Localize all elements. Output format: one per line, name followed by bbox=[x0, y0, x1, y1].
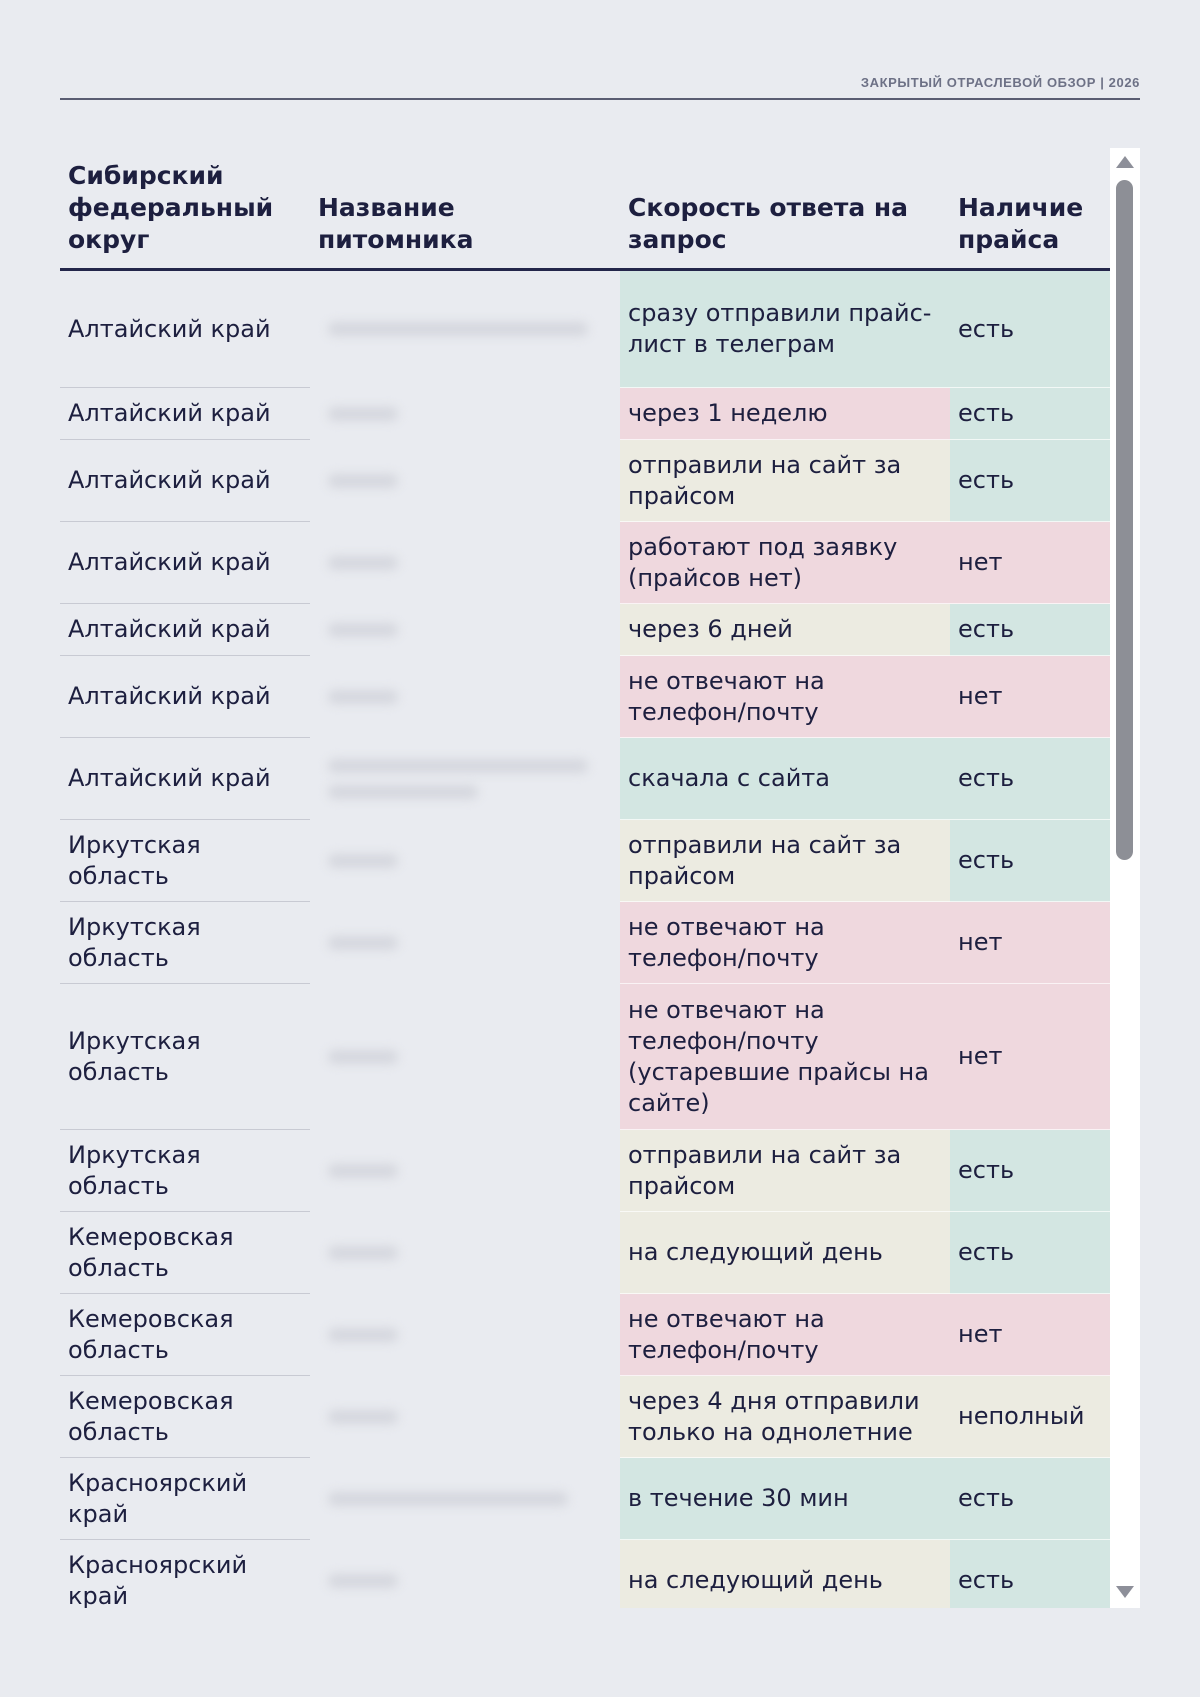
region-cell: Алтайский край bbox=[60, 604, 310, 656]
redacted-name bbox=[328, 785, 478, 799]
price-availability-cell: есть bbox=[950, 1458, 1110, 1540]
region-cell: Иркутская область bbox=[60, 902, 310, 984]
region-cell: Алтайский край bbox=[60, 270, 310, 388]
response-speed-cell: отправили на сайт за прайсом bbox=[620, 440, 950, 522]
redacted-name bbox=[328, 407, 398, 421]
response-speed-cell: работают под заявку (прайсов нет) bbox=[620, 522, 950, 604]
response-speed-cell: не отвечают на телефон/почту bbox=[620, 656, 950, 738]
table-body bbox=[60, 270, 1110, 1609]
response-speed-cell: через 6 дней bbox=[620, 604, 950, 656]
region-cell: Кемеровская область bbox=[60, 1212, 310, 1294]
nursery-name-cell bbox=[310, 1540, 620, 1609]
region-cell: Алтайский край bbox=[60, 522, 310, 604]
region-cell: Кемеровская область bbox=[60, 1376, 310, 1458]
redacted-name bbox=[328, 1246, 398, 1260]
nursery-name-cell bbox=[310, 902, 620, 984]
table-row bbox=[60, 1458, 1110, 1540]
nursery-name-cell bbox=[310, 270, 620, 388]
redacted-name bbox=[328, 474, 398, 488]
table-row bbox=[60, 1212, 1110, 1294]
table-row bbox=[60, 604, 1110, 656]
redacted-name bbox=[328, 936, 398, 950]
response-speed-cell: в течение 30 мин bbox=[620, 1458, 950, 1540]
price-availability-cell: есть bbox=[950, 604, 1110, 656]
nursery-name-cell bbox=[310, 1212, 620, 1294]
response-speed-cell: через 4 дня отправили только на однолетние bbox=[620, 1376, 950, 1458]
price-availability-cell: есть bbox=[950, 738, 1110, 820]
redacted-name bbox=[328, 759, 588, 773]
column-header-name: Название питомника bbox=[310, 148, 620, 270]
nursery-name-cell bbox=[310, 1130, 620, 1212]
table-row bbox=[60, 902, 1110, 984]
redacted-name bbox=[328, 623, 398, 637]
price-availability-cell: нет bbox=[950, 1294, 1110, 1376]
table-row bbox=[60, 738, 1110, 820]
response-speed-cell: скачала с сайта bbox=[620, 738, 950, 820]
price-availability-cell: есть bbox=[950, 1540, 1110, 1609]
price-availability-cell: есть bbox=[950, 1212, 1110, 1294]
nursery-table bbox=[60, 148, 1110, 1608]
scrollbar-thumb[interactable] bbox=[1116, 180, 1133, 860]
table-header-row bbox=[60, 148, 1110, 270]
price-availability-cell: нет bbox=[950, 656, 1110, 738]
nursery-name-cell bbox=[310, 656, 620, 738]
nursery-name-cell bbox=[310, 984, 620, 1130]
price-availability-cell: нет bbox=[950, 984, 1110, 1130]
redacted-name bbox=[328, 1574, 398, 1588]
table-row bbox=[60, 656, 1110, 738]
region-cell: Красноярский край bbox=[68, 1550, 248, 1608]
region-cell: Иркутская область bbox=[60, 820, 310, 902]
table-container bbox=[60, 148, 1140, 1608]
table-row bbox=[60, 522, 1110, 604]
table-row bbox=[60, 820, 1110, 902]
table-row bbox=[60, 1294, 1110, 1376]
region-cell: Иркутская область bbox=[60, 1130, 310, 1212]
table-row bbox=[60, 1130, 1110, 1212]
redacted-name bbox=[328, 1050, 398, 1064]
region-cell: Алтайский край bbox=[60, 388, 310, 440]
report-header-label: ЗАКРЫТЫЙ ОТРАСЛЕВОЙ ОБЗОР | 2026 bbox=[860, 75, 1140, 90]
nursery-name-cell bbox=[310, 1294, 620, 1376]
region-cell: Кемеровская область bbox=[60, 1294, 310, 1376]
column-header-speed: Скорость ответа на запрос bbox=[620, 148, 950, 270]
redacted-name bbox=[328, 556, 398, 570]
nursery-name-cell bbox=[310, 388, 620, 440]
response-speed-cell: на следующий день bbox=[620, 1212, 950, 1294]
price-availability-cell: есть bbox=[950, 388, 1110, 440]
triangle-up-icon[interactable] bbox=[1116, 156, 1134, 168]
redacted-name bbox=[328, 1164, 398, 1178]
response-speed-cell: сразу отправили прайс-лист в телеграм bbox=[620, 270, 950, 388]
region-cell: Алтайский край bbox=[60, 440, 310, 522]
header-divider bbox=[60, 98, 1140, 100]
response-speed-cell: через 1 неделю bbox=[620, 388, 950, 440]
price-availability-cell: неполный bbox=[950, 1376, 1110, 1458]
table-scroll-area[interactable] bbox=[60, 148, 1110, 1608]
response-speed-cell: не отвечают на телефон/почту bbox=[620, 1294, 950, 1376]
redacted-name bbox=[328, 322, 588, 336]
response-speed-cell: не отвечают на телефон/почту (устаревшие прайсы на сайте) bbox=[620, 984, 950, 1130]
nursery-name-cell bbox=[310, 522, 620, 604]
nursery-name-cell bbox=[310, 604, 620, 656]
table-row bbox=[60, 388, 1110, 440]
table-row bbox=[60, 270, 1110, 388]
price-availability-cell: нет bbox=[950, 522, 1110, 604]
table-row bbox=[60, 984, 1110, 1130]
response-speed-cell: не отвечают на телефон/почту bbox=[620, 902, 950, 984]
price-availability-cell: есть bbox=[950, 820, 1110, 902]
price-availability-cell: есть bbox=[950, 270, 1110, 388]
region-cell: Алтайский край bbox=[60, 656, 310, 738]
redacted-name bbox=[328, 854, 398, 868]
redacted-name bbox=[328, 1492, 568, 1506]
nursery-name-cell bbox=[310, 1376, 620, 1458]
response-speed-cell: отправили на сайт за прайсом bbox=[620, 820, 950, 902]
redacted-name bbox=[328, 1328, 398, 1342]
nursery-name-cell bbox=[310, 738, 620, 820]
response-speed-cell: на следующий день bbox=[620, 1540, 950, 1609]
table-row bbox=[60, 1376, 1110, 1458]
nursery-name-cell bbox=[310, 440, 620, 522]
column-header-price: Наличие прайса bbox=[950, 148, 1110, 270]
region-cell: Алтайский край bbox=[60, 738, 310, 820]
price-availability-cell: нет bbox=[950, 902, 1110, 984]
response-speed-cell: отправили на сайт за прайсом bbox=[620, 1130, 950, 1212]
region-cell: Иркутская область bbox=[60, 984, 310, 1130]
price-availability-cell: есть bbox=[950, 1130, 1110, 1212]
nursery-name-cell bbox=[310, 1458, 620, 1540]
vertical-scrollbar[interactable] bbox=[1110, 148, 1140, 1608]
redacted-name bbox=[328, 690, 398, 704]
table-row bbox=[60, 1540, 1110, 1609]
table-row bbox=[60, 440, 1110, 522]
nursery-name-cell bbox=[310, 820, 620, 902]
triangle-down-icon[interactable] bbox=[1116, 1586, 1134, 1598]
region-cell: Красноярский край bbox=[60, 1458, 310, 1540]
redacted-name bbox=[328, 1410, 398, 1424]
column-header-region: Сибирский федеральный округ bbox=[60, 148, 310, 270]
price-availability-cell: есть bbox=[950, 440, 1110, 522]
